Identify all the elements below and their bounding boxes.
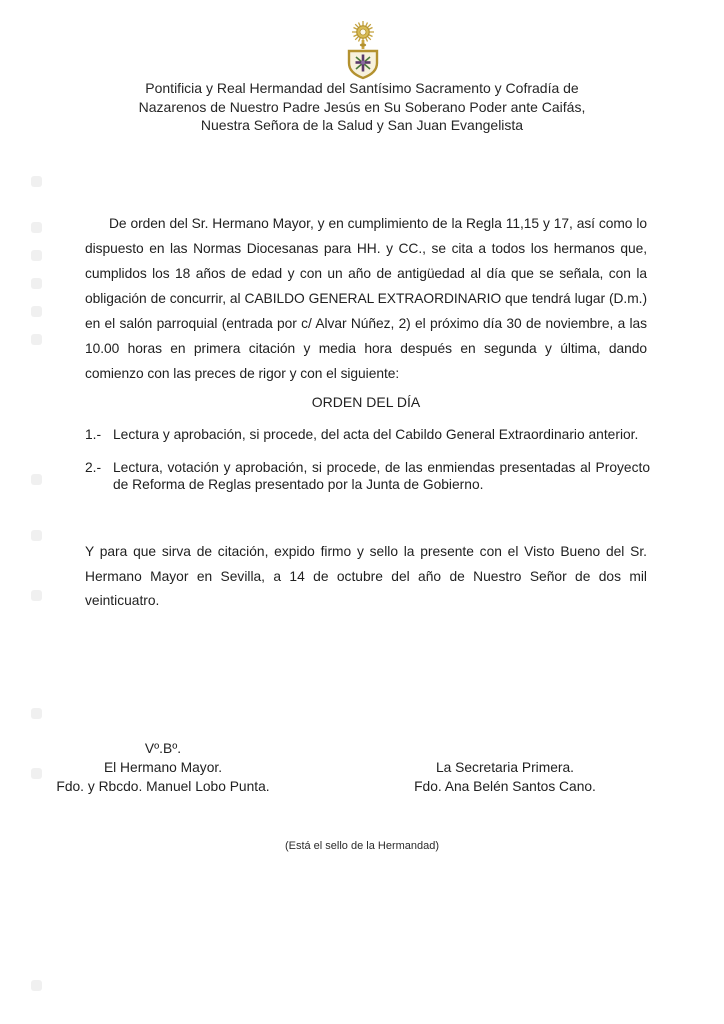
signer-left-name: Fdo. y Rbcdo. Manuel Lobo Punta. (56, 779, 270, 794)
agenda-title: ORDEN DEL DÍA (311, 394, 421, 410)
closing-paragraph: Y para que sirva de citación, expido firmo y sello la presente con el Visto Bueno del Sr. Hermano Mayor en Sevilla, a 14 de octubre del año de Nuestro Señor de dos mil veinticuatro. (85, 544, 647, 608)
signature-left (48, 739, 278, 796)
agenda-list (85, 426, 650, 509)
scan-artifact (31, 768, 42, 779)
scan-artifact (31, 708, 42, 719)
seal-note: (Está el sello de la Hermandad) (284, 840, 440, 852)
signature-right (405, 758, 605, 796)
agenda-item-1 (85, 426, 650, 444)
org-name-line-2: Nazarenos de Nuestro Padre Jesús en Su Soberano Poder ante Caifás, (138, 98, 586, 115)
agenda-item-1-text: Lectura y aprobación, si procede, del acta del Cabildo General Extraordinario anterior. (113, 427, 639, 442)
scan-artifact (31, 590, 42, 601)
scan-artifact (31, 530, 42, 541)
scan-artifact (31, 250, 42, 261)
agenda-item-2-text: Lectura, votación y aprobación, si procede, de las enmiendas presentadas al Proyecto de Reforma de Reglas presentado por la Junta de Gobierno. (113, 459, 650, 492)
scan-artifact (31, 980, 42, 991)
agenda-item-1-number: 1.- (85, 427, 102, 442)
opening-paragraph: De orden del Sr. Hermano Mayor, y en cumplimiento de la Regla 11,15 y 17, así como lo dispuesto en las Normas Diocesanas para HH. y CC., se cita a todos los hermanos que, cumplidos los 18 años de edad y con un año de antigüedad al día que se señala, con la obligación de concurrir, al CABILDO GENERAL EXTRAORDINARIO que tendrá lugar (D.m.) en el salón parroquial (entrada por c/ Alvar Núñez, 2) el próximo día 30 de noviembre, a las 10.00 horas en primera citación y media hora después en segunda y última, dando comienzo con las preces de rigor y con el siguiente: (85, 216, 647, 381)
scan-artifact (31, 278, 42, 289)
signer-right-role: La Secretaria Primera. (435, 760, 575, 775)
agenda-item-2 (85, 459, 650, 494)
hermandad-emblem (342, 16, 384, 80)
signer-left-role: El Hermano Mayor. (103, 760, 223, 775)
scan-artifact (31, 306, 42, 317)
visto-bueno-label: Vº.Bº. (144, 741, 182, 756)
signer-right-name: Fdo. Ana Belén Santos Cano. (414, 779, 596, 794)
org-name-line-1: Pontificia y Real Hermandad del Santísimo Sacramento y Cofradía de (145, 80, 579, 96)
org-name-line-3: Nuestra Señora de la Salud y San Juan Evangelista (200, 117, 524, 133)
scan-artifact (31, 176, 42, 187)
emblem-icon (342, 16, 384, 80)
org-name (62, 79, 662, 135)
scan-artifact (31, 334, 42, 345)
scan-artifact (31, 474, 42, 485)
agenda-item-2-number: 2.- (85, 459, 102, 475)
scan-artifact (31, 222, 42, 233)
